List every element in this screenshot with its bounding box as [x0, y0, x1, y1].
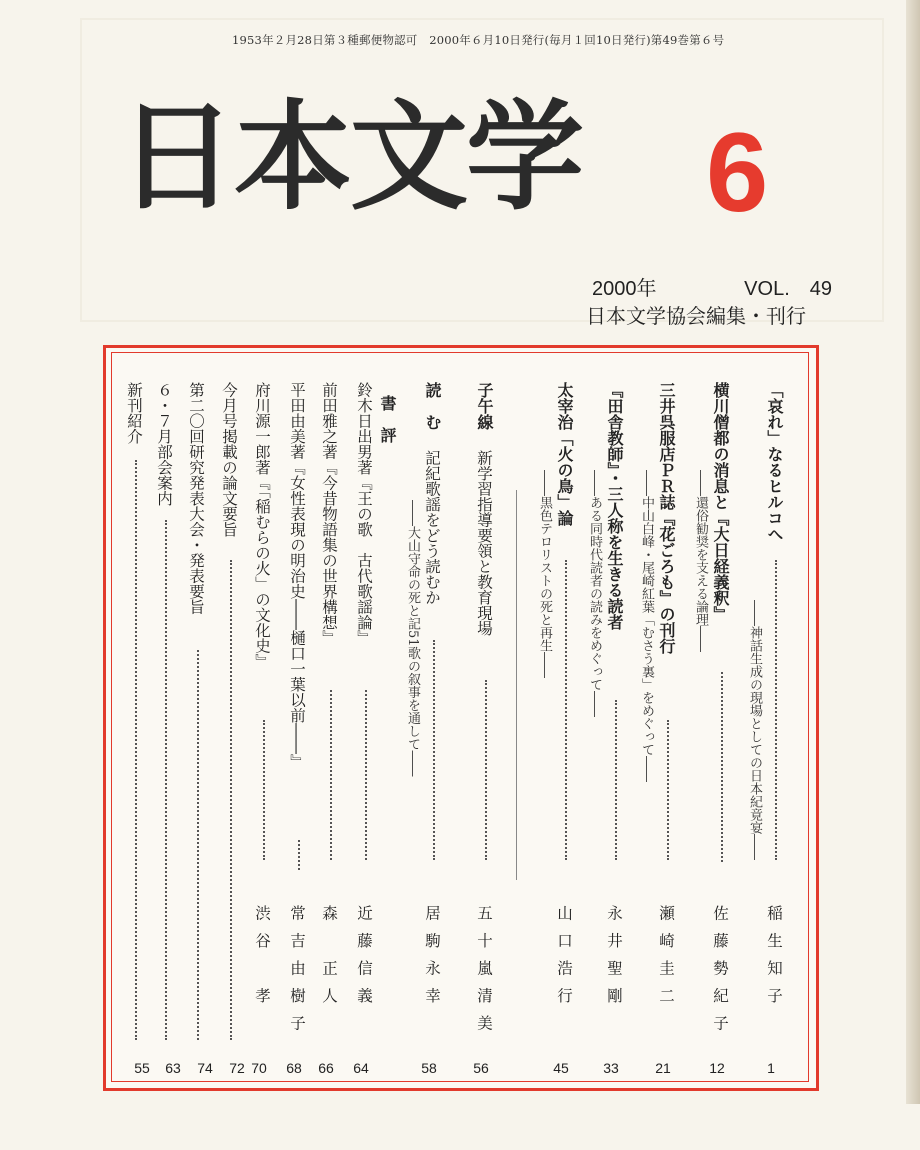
- toc-entry-page: 33: [603, 1060, 619, 1076]
- leader-dots: [485, 680, 487, 860]
- toc-entry-page: 66: [318, 1060, 334, 1076]
- volume-number: VOL. 49: [744, 278, 832, 300]
- toc-entry-subtitle: ――還俗勧奨を支える論理――: [693, 470, 708, 652]
- leader-dots: [230, 560, 232, 1040]
- leader-dots: [165, 520, 167, 1040]
- issue-year: 2000年: [592, 278, 657, 300]
- toc-section-label: 書 評: [378, 395, 397, 443]
- toc-entry-title[interactable]: 太宰治「火の鳥」論: [555, 382, 574, 526]
- toc-entry-title[interactable]: 「哀れ」なるヒルコへ: [765, 382, 784, 542]
- toc-entry-title[interactable]: 府川源一郎著『「稲むらの火」の文化史』: [253, 382, 271, 669]
- leader-dots: [365, 690, 367, 860]
- toc-entry-author: 常吉由樹子: [288, 905, 306, 1043]
- toc-entry-title[interactable]: 三井呉服店ＰＲ誌『花ごろも』の刊行: [657, 382, 676, 654]
- toc-entry-author: 永井聖剛: [605, 905, 623, 1015]
- toc-entry-author: 近藤信義: [355, 905, 373, 1015]
- publication-info: 1953年２月28日第３種郵便物認可 2000年６月10日発行(毎月１回10日発行)第49巻第６号: [232, 33, 725, 47]
- toc-entry-page: 70: [251, 1060, 267, 1076]
- toc-entry-title[interactable]: 新刊紹介: [125, 382, 143, 444]
- toc-section-label: 子午線: [475, 382, 494, 430]
- leader-dots: [263, 720, 265, 860]
- toc-entry-page: 55: [134, 1060, 150, 1076]
- toc-inner-frame: [111, 352, 809, 1082]
- leader-dots: [330, 690, 332, 860]
- toc-entry-author: 渋谷 孝: [253, 905, 271, 1015]
- toc-entry-page: 45: [553, 1060, 569, 1076]
- toc-entry-title[interactable]: ６・７月部会案内: [155, 382, 173, 506]
- toc-entry-title[interactable]: 新学習指導要領と教育現場: [475, 450, 493, 636]
- leader-dots: [775, 560, 777, 860]
- toc-entry-page: 56: [473, 1060, 489, 1076]
- leader-dots: [721, 672, 723, 862]
- toc-entry-page: 12: [709, 1060, 725, 1076]
- toc-entry-title[interactable]: 第二〇回研究発表大会・発表要旨: [187, 382, 205, 615]
- leader-dots: [565, 560, 567, 860]
- toc-entry-page: 68: [286, 1060, 302, 1076]
- magazine-title: 日本文学: [118, 88, 583, 226]
- toc-entry-subtitle: ――黒色テロリストの死と再生――: [537, 470, 552, 678]
- toc-entry-subtitle: ――中山白峰・尾崎紅葉「むさう裏」をめぐって――: [639, 470, 654, 782]
- leader-dots: [298, 840, 300, 870]
- toc-entry-page: 21: [655, 1060, 671, 1076]
- publisher: 日本文学協会編集・刊行: [586, 306, 806, 328]
- toc-entry-page: 63: [165, 1060, 181, 1076]
- leader-dots: [135, 460, 137, 1040]
- toc-section-label: 読 む: [423, 382, 442, 430]
- toc-entry-title[interactable]: 今月号掲載の論文要旨: [220, 382, 238, 537]
- toc-entry-page: 58: [421, 1060, 437, 1076]
- toc-entry-author: 五十嵐清美: [475, 905, 493, 1043]
- toc-entry-author: 佐藤勢紀子: [711, 905, 729, 1043]
- toc-entry-title[interactable]: 鈴木日出男著『王の歌 古代歌謡論』: [355, 382, 373, 646]
- toc-entry-page: 1: [767, 1060, 775, 1076]
- toc-entry-author: 山口浩行: [555, 905, 573, 1015]
- leader-dots: [197, 650, 199, 1040]
- toc-entry-page: 64: [353, 1060, 369, 1076]
- leader-dots: [667, 720, 669, 860]
- toc-entry-title[interactable]: 『田舎教師』・三人称を生きる読者: [605, 382, 624, 630]
- toc-entry-page: 72: [229, 1060, 245, 1076]
- toc-entry-subtitle: ――ある同時代読者の読みをめぐって――: [587, 470, 602, 717]
- toc-entry-author: 森 正人: [320, 905, 338, 1015]
- toc-entry-subtitle: ――大山守命の死と記51歌の叙事を通して――: [405, 500, 420, 777]
- toc-entry-author: 稲生知子: [765, 905, 783, 1015]
- page-edge: [906, 0, 920, 1104]
- leader-dots: [615, 700, 617, 860]
- toc-entry-title[interactable]: 記紀歌謡をどう読むか: [423, 450, 441, 605]
- column-divider: [516, 490, 517, 880]
- toc-entry-title[interactable]: 平田由美著『女性表現の明治史――樋口一葉以前――』: [288, 382, 306, 770]
- toc-entry-author: 居駒永幸: [423, 905, 441, 1015]
- toc-entry-title[interactable]: 前田雅之著『今昔物語集の世界構想』: [320, 382, 338, 646]
- toc-entry-page: 74: [197, 1060, 213, 1076]
- year-volume-line: [592, 272, 832, 301]
- toc-entry-title[interactable]: 横川僧都の消息と『大日経義釈』: [711, 382, 730, 622]
- toc-entry-author: 瀬崎圭二: [657, 905, 675, 1015]
- issue-number: 6: [706, 110, 769, 235]
- leader-dots: [433, 640, 435, 860]
- toc-entry-subtitle: ――神話生成の現場としての日本紀竟宴――: [747, 600, 762, 860]
